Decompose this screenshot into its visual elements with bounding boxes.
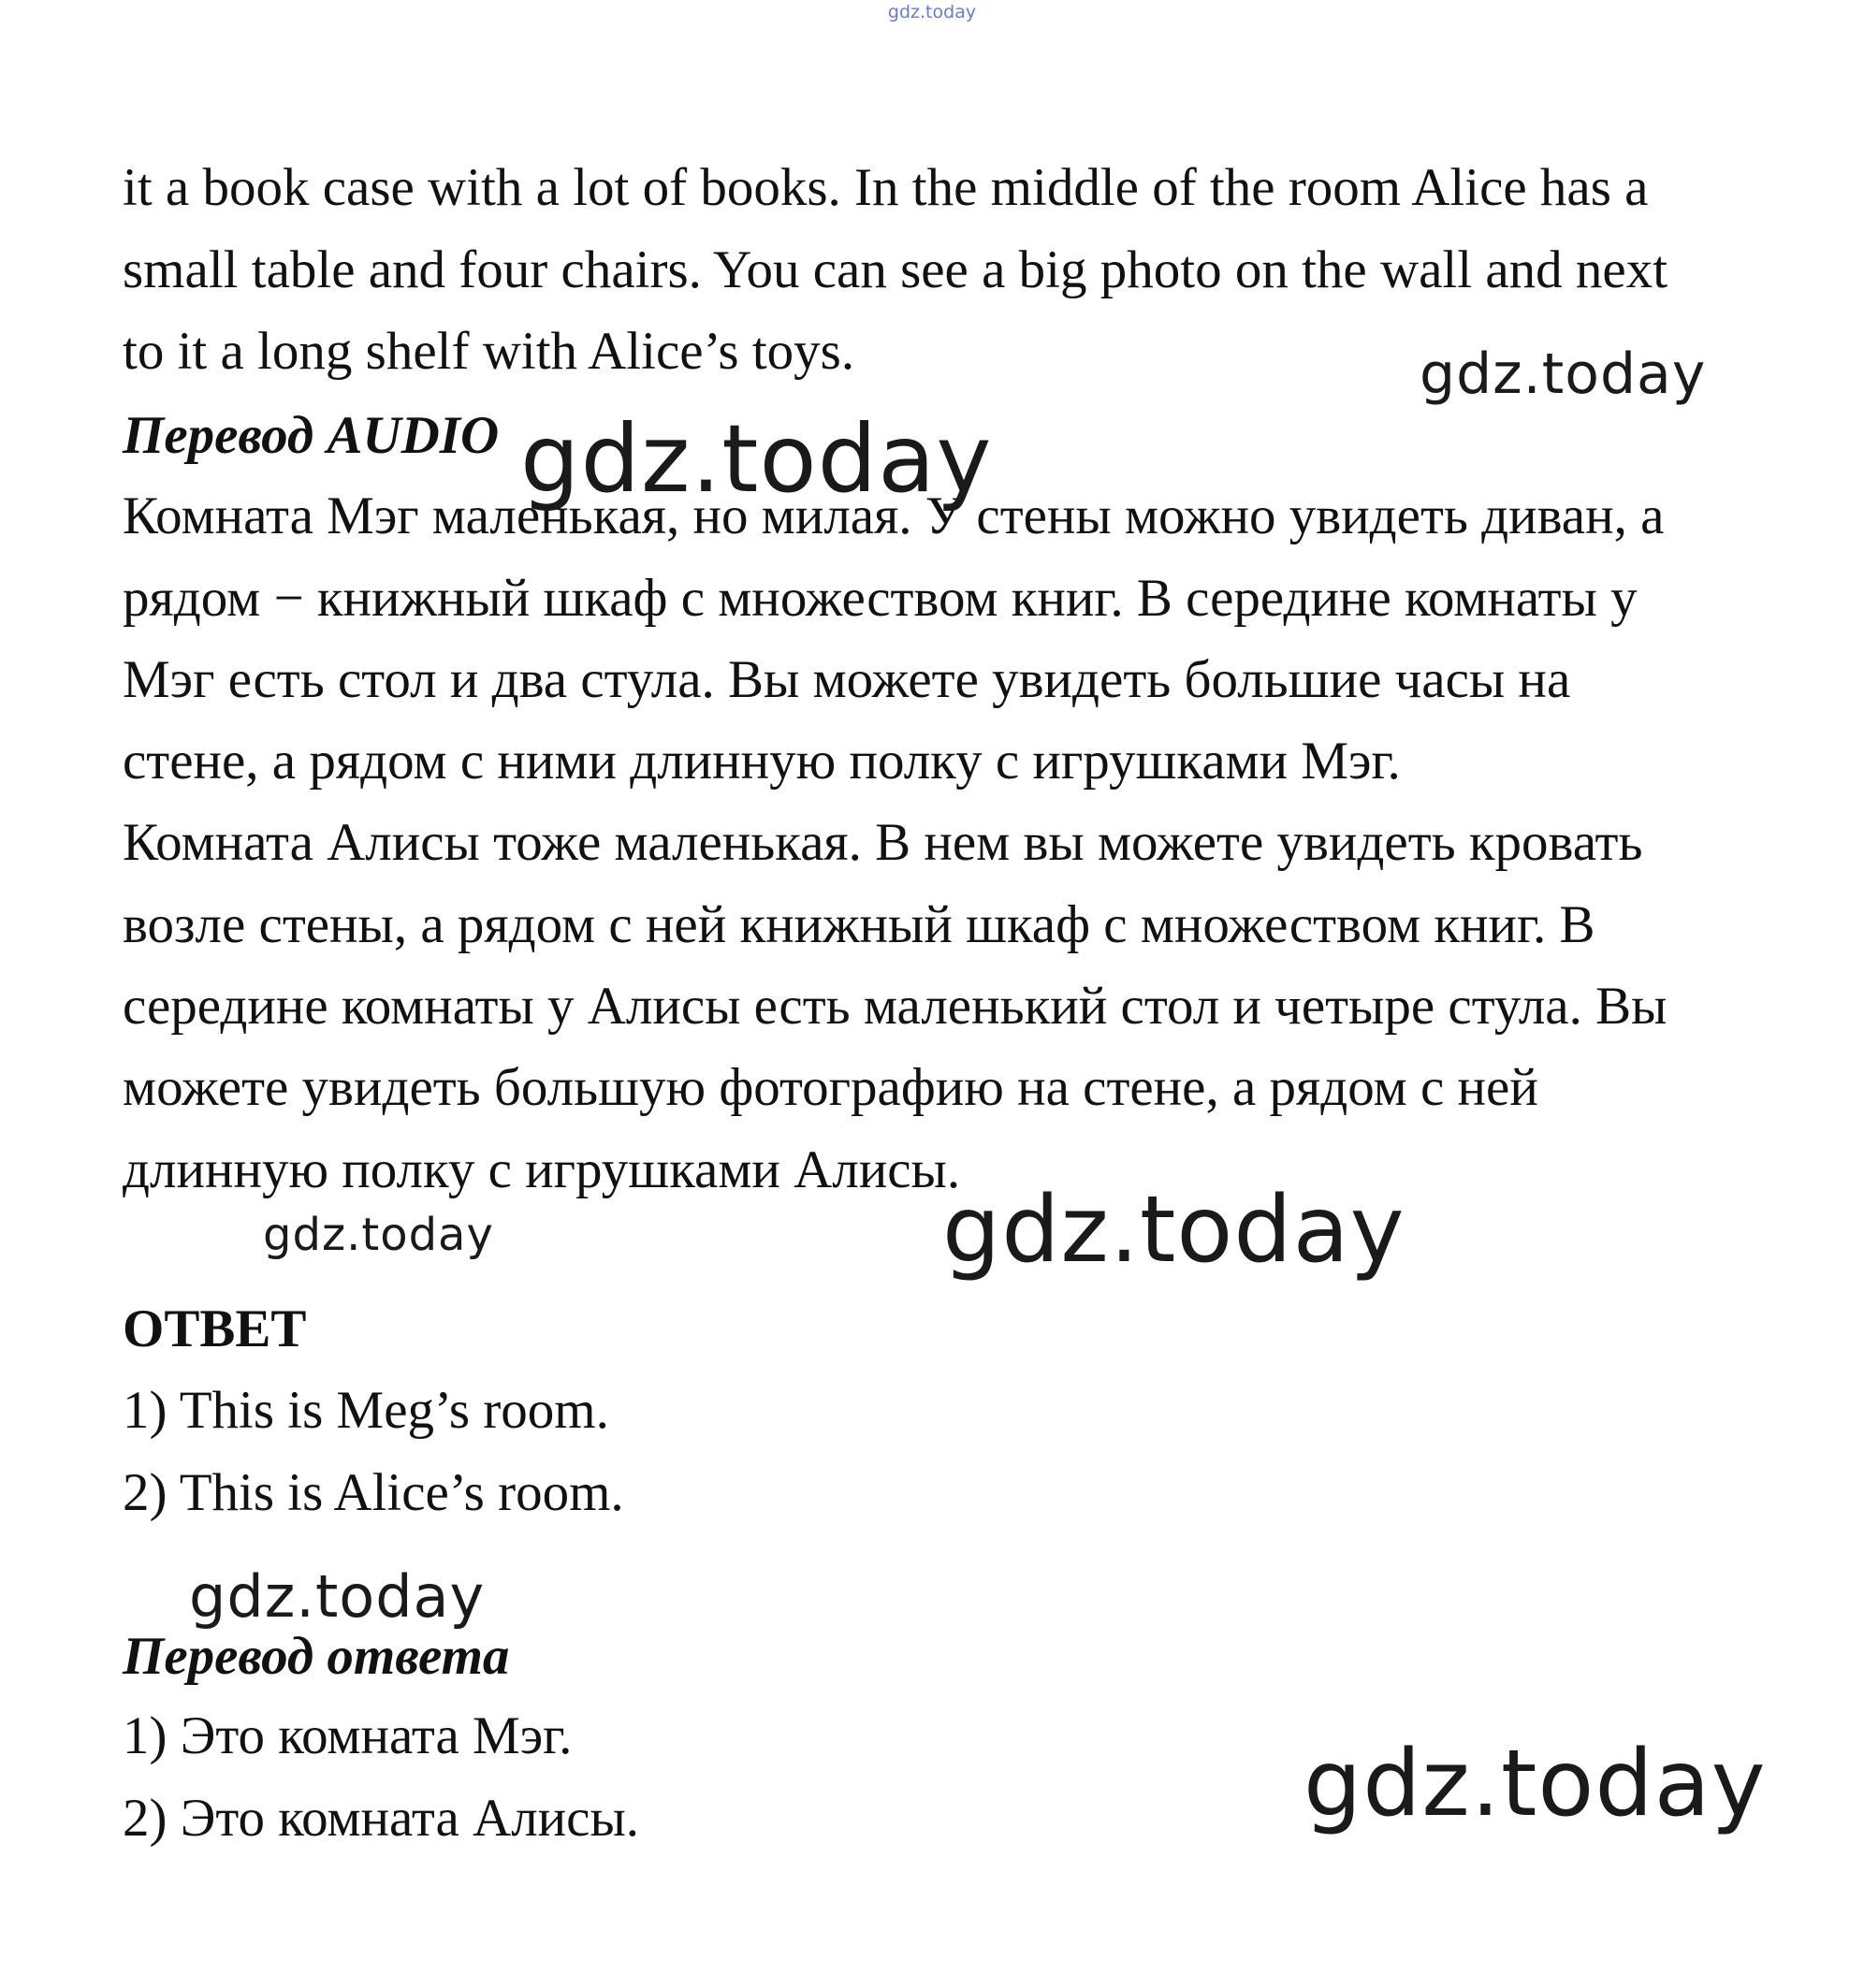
watermark: gdz.today	[1420, 341, 1707, 407]
site-mark[interactable]: gdz.today	[887, 2, 977, 22]
watermark: gdz.today	[1303, 1731, 1767, 1837]
watermark: gdz.today	[520, 404, 993, 514]
translation-line: длинную полку с игрушками Алисы.	[123, 1140, 961, 1199]
english-line: to it a long shelf with Alice’s toys.	[123, 322, 855, 381]
answer-translation-heading: Перевод ответа	[123, 1627, 510, 1686]
translation-line: рядом − книжный шкаф с множеством книг. В середине комнаты у	[123, 569, 1638, 628]
answer-translation-item: 2) Это комната Алисы.	[123, 1789, 639, 1848]
answer-translation-item: 1) Это комната Мэг.	[123, 1706, 573, 1765]
watermark: gdz.today	[263, 1209, 494, 1261]
watermark: gdz.today	[942, 1177, 1405, 1284]
translation-line: середине комнаты у Алисы есть маленький стол и четыре стула. Вы	[123, 977, 1667, 1036]
answer-item: 1) This is Meg’s room.	[123, 1381, 609, 1440]
translation-line: можете увидеть большую фотографию на стене, а рядом с ней	[123, 1058, 1538, 1117]
translation-line: Мэг есть стол и два стула. Вы можете увидеть большие часы на	[123, 650, 1571, 709]
translation-line: стене, а рядом с ними длинную полку с игрушками Мэг.	[123, 732, 1401, 791]
translation-line: возле стены, а рядом с ней книжный шкаф с множеством книг. В	[123, 895, 1595, 954]
english-line: small table and four chairs. You can see a big photo on the wall and next	[123, 240, 1668, 299]
translation-line: Комната Мэг маленькая, но милая. У стены можно увидеть диван, а	[123, 486, 1665, 545]
answer-heading: ОТВЕТ	[123, 1299, 307, 1358]
audio-translation-heading: Перевод AUDIO	[123, 406, 500, 465]
translation-line: Комната Алисы тоже маленькая. В нем вы можете увидеть кровать	[123, 813, 1643, 872]
watermark: gdz.today	[189, 1562, 486, 1631]
answer-item: 2) This is Alice’s room.	[123, 1463, 624, 1522]
english-line: it a book case with a lot of books. In the middle of the room Alice has a	[123, 158, 1649, 217]
